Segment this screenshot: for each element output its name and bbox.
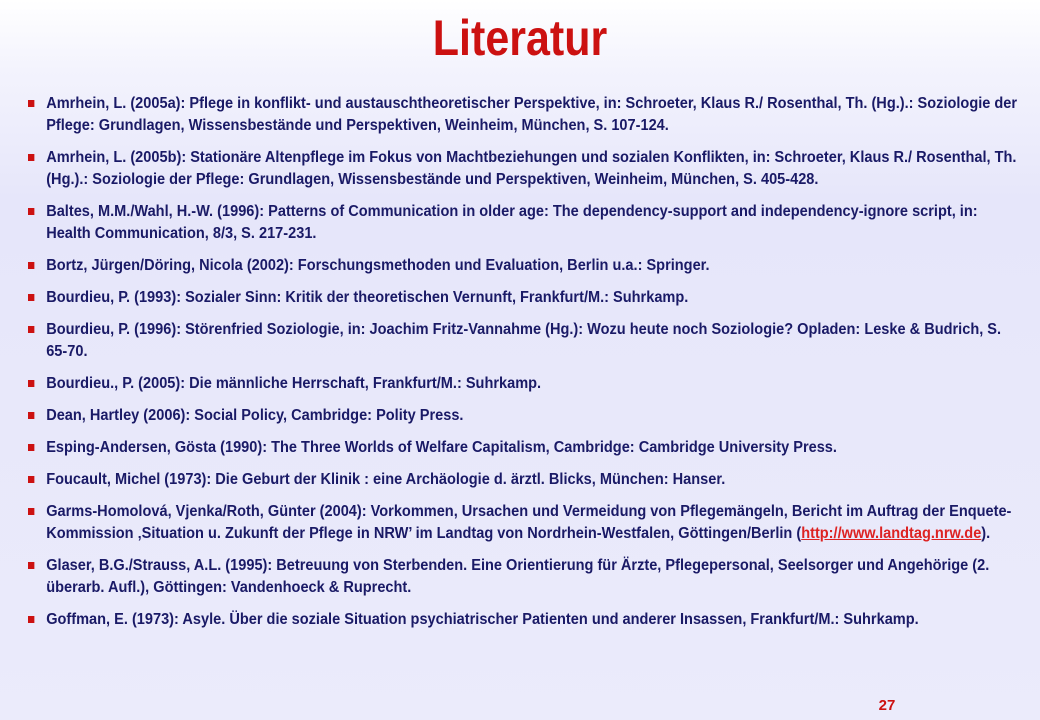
reference-item: [28, 501, 1024, 545]
reference-text: Amrhein, L. (2005b): Stationäre Altenpflege im Fokus von Machtbeziehungen und sozialen Konflikten, in: Schroeter, Klaus R./ Rosenthal, Th. (Hg.).: Soziologie der Pflege: Grundlagen, Wissensbestände und Perspektiven, Weinheim, München, S. 405-428.: [46, 149, 1017, 188]
slide-title: Literatur: [432, 10, 608, 66]
reference-text: Bortz, Jürgen/Döring, Nicola (2002): Forschungsmethoden und Evaluation, Berlin u.a.: Springer.: [46, 257, 710, 274]
reference-text: Bourdieu, P. (1993): Sozialer Sinn: Kritik der theoretischen Vernunft, Frankfurt/M.: Suhrkamp.: [46, 289, 689, 306]
square-bullet-icon: [28, 100, 34, 107]
reference-text: Bourdieu, P. (1996): Störenfried Soziologie, in: Joachim Fritz-Vannahme (Hg.): Wozu heute noch Soziologie? Opladen: Leske & Budrich, S. 65-70.: [46, 321, 1002, 360]
reference-item: [28, 405, 1024, 427]
reference-text: Esping-Andersen, Gösta (1990): The Three Worlds of Welfare Capitalism, Cambridge: Cambridge University Press.: [46, 439, 837, 456]
reference-text: Bourdieu., P. (2005): Die männliche Herrschaft, Frankfurt/M.: Suhrkamp.: [46, 375, 542, 392]
reference-text-before-link: Garms-Homolová, Vjenka/Roth, Günter (2004): Vorkommen, Ursachen und Vermeidung von Pflegemängeln, Bericht im Auftrag der Enquete-Kommission ‚Situation u. Zukunft der Pflege in NRW’ im Landtag von Nordrhein-Westfalen, Göttingen/Berlin (: [46, 503, 1012, 542]
square-bullet-icon: [28, 208, 34, 215]
square-bullet-icon: [28, 326, 34, 333]
reference-item: [28, 255, 1024, 277]
square-bullet-icon: [28, 616, 34, 623]
reference-text: Goffman, E. (1973): Asyle. Über die soziale Situation psychiatrischer Patienten und anderer Insassen, Frankfurt/M.: Suhrkamp.: [46, 611, 919, 628]
reference-item: [28, 93, 1024, 137]
square-bullet-icon: [28, 562, 34, 569]
reference-item: [28, 287, 1024, 309]
square-bullet-icon: [28, 294, 34, 301]
reference-text: Dean, Hartley (2006): Social Policy, Cambridge: Polity Press.: [46, 407, 464, 424]
square-bullet-icon: [28, 262, 34, 269]
reference-item: [28, 437, 1024, 459]
square-bullet-icon: [28, 380, 34, 387]
reference-list: [28, 93, 1028, 641]
reference-item: [28, 555, 1024, 599]
reference-item: [28, 201, 1024, 245]
reference-text: Glaser, B.G./Strauss, A.L. (1995): Betreuung von Sterbenden. Eine Orientierung für Ärzte, Pflegepersonal, Seelsorger und Angehörige (2. überarb. Aufl.), Göttingen: Vandenhoeck & Ruprecht.: [46, 557, 990, 596]
square-bullet-icon: [28, 508, 34, 515]
reference-item: [28, 609, 1024, 631]
square-bullet-icon: [28, 476, 34, 483]
reference-item: [28, 469, 1024, 491]
reference-item: [28, 373, 1024, 395]
landtag-nrw-link[interactable]: http://www.landtag.nrw.de: [801, 525, 982, 542]
reference-text: Foucault, Michel (1973): Die Geburt der Klinik : eine Archäologie d. ärztl. Blicks, München: Hanser.: [46, 471, 726, 488]
reference-text-after-link: ).: [981, 525, 991, 542]
square-bullet-icon: [28, 154, 34, 161]
square-bullet-icon: [28, 444, 34, 451]
page-number: 27: [878, 697, 896, 714]
reference-item: [28, 319, 1024, 363]
square-bullet-icon: [28, 412, 34, 419]
reference-text: Baltes, M.M./Wahl, H.-W. (1996): Patterns of Communication in older age: The dependency-support and independency-ignore script, in: Health Communication, 8/3, S. 217-231.: [46, 203, 978, 242]
reference-item: [28, 147, 1024, 191]
reference-text: Amrhein, L. (2005a): Pflege in konflikt- und austauschtheoretischer Perspektive, in: Schroeter, Klaus R./ Rosenthal, Th. (Hg.).: Soziologie der Pflege: Grundlagen, Wissensbestände und Perspektiven, Weinheim, München, S. 107-124.: [46, 95, 1018, 134]
